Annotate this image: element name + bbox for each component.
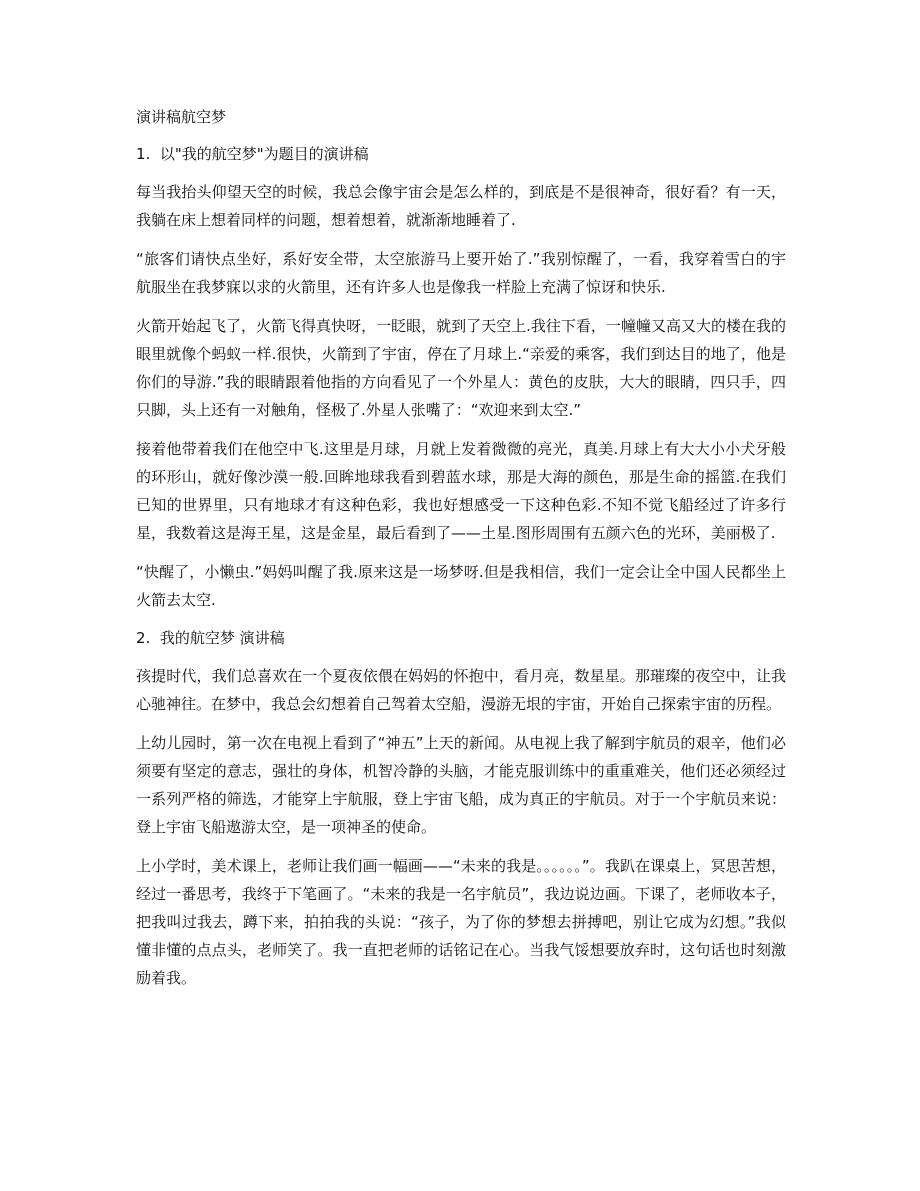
section-1: [136, 141, 786, 614]
paragraph: 孩提时代，我们总喜欢在一个夏夜依偎在妈妈的怀抱中，看月亮，数星星。那璀璨的夜空中，让我心驰神往。在梦中，我总会幻想着自己驾着太空船，漫游无垠的宇宙，开始自己探索宇宙的历程。: [136, 667, 786, 713]
section-heading: 2. 我的航空梦 演讲稿: [136, 629, 285, 647]
section-heading: 1. 以"我的航空梦"为题目的演讲稿: [136, 145, 369, 163]
document-title: 演讲稿航空梦: [136, 108, 227, 126]
paragraph: 火箭开始起飞了，火箭飞得真快呀，一眨眼，就到了天空上.我往下看，一幢幢又高又大的楼在我的眼里就像个蚂蚁一样.很快，火箭到了宇宙，停在了月球上.“亲爱的乘客，我们到达目的地了，他是你们的导游.”我的眼睛跟着他指的方向看见了一个外星人：黄色的皮肤，大大的眼睛，四只手，四只脚，头上还有一对触角，怪极了.外星人张嘴了：“欢迎来到太空.”: [136, 317, 786, 419]
paragraph: 上小学时，美术课上，老师让我们画一幅画——“未来的我是。。。。。。”。我趴在课桌上，冥思苦想，经过一番思考，我终于下笔画了。“未来的我是一名宇航员”，我边说边画。下课了，老师收本子，把我叫过我去，蹲下来，拍拍我的头说：“孩子，为了你的梦想去拼搏吧，别让它成为幻想。”我似懂非懂的点点头，老师笑了。我一直把老师的话铭记在心。当我气馁想要放弃时，这句话也时刻激励着我。: [136, 857, 786, 987]
document-page: [136, 104, 786, 1003]
paragraph: 接着他带着我们在他空中飞.这里是月球，月就上发着微微的亮光，真美.月球上有大大小小犬牙般的环形山，就好像沙漠一般.回眸地球我看到碧蓝水球，那是大海的颜色，那是生命的摇篮.在我们已知的世界里，只有地球才有这种色彩，我也好想感受一下这种色彩.不知不觉飞船经过了许多行星，我数着这是海王星，这是金星，最后看到了——土星.图形周围有五颜六色的光环，美丽极了.: [136, 440, 786, 542]
section-2: [136, 625, 786, 992]
paragraph: “快醒了，小懒虫.”妈妈叫醒了我.原来这是一场梦呀.但是我相信，我们一定会让全中国人民都坐上火箭去太空.: [136, 563, 786, 609]
paragraph: “旅客们请快点坐好，系好安全带，太空旅游马上要开始了.”我别惊醒了，一看，我穿着雪白的宇航服坐在我梦寐以求的火箭里，还有许多人也是像我一样脸上充满了惊讶和快乐.: [136, 250, 786, 296]
paragraph: 上幼儿园时，第一次在电视上看到了“神五”上天的新闻。从电视上我了解到宇航员的艰辛，他们必须要有坚定的意志，强壮的身体，机智冷静的头脑，才能克服训练中的重重难关，他们还必须经过一系列严格的筛选，才能穿上宇航服，登上宇宙飞船，成为真正的宇航员。对于一个宇航员来说：登上宇宙飞船遨游太空，是一项神圣的使命。: [136, 734, 786, 836]
paragraph: 每当我抬头仰望天空的时候，我总会像宇宙会是怎么样的，到底是不是很神奇，很好看？有一天，我躺在床上想着同样的问题，想着想着，就渐渐地睡着了.: [136, 183, 786, 229]
